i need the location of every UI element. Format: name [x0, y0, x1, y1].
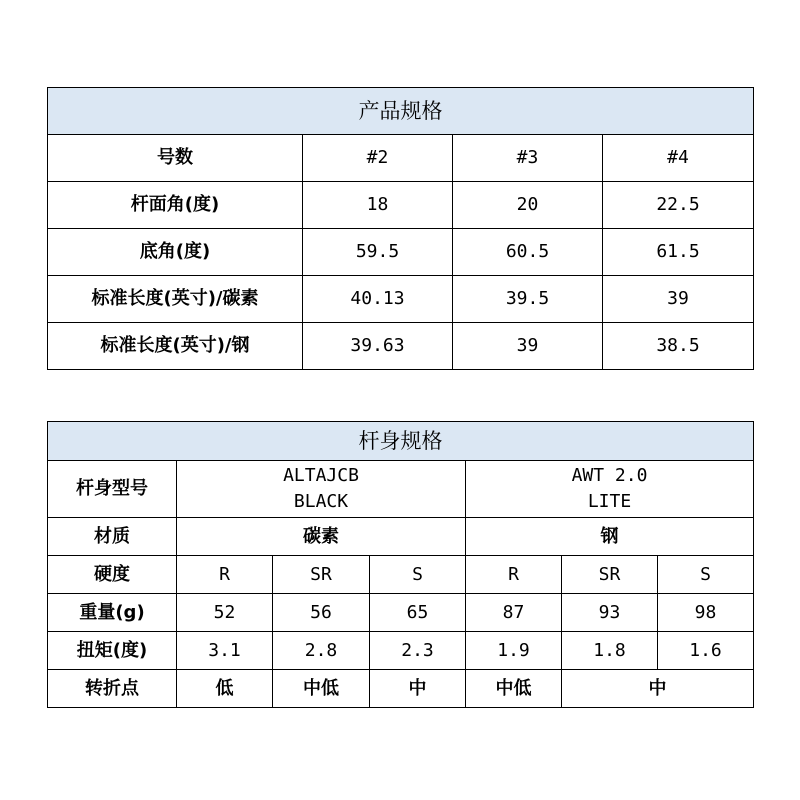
column-header: #3 [453, 135, 603, 182]
row-label: 扭矩(度) [48, 632, 177, 670]
cell-value: SR [562, 556, 658, 594]
table-row [48, 461, 754, 518]
cell-value: 低 [177, 670, 273, 708]
table-row [48, 323, 754, 370]
cell-value: 65 [370, 594, 466, 632]
table-row [48, 229, 754, 276]
cell-value: 3.1 [177, 632, 273, 670]
cell-value: R [177, 556, 273, 594]
row-label: 杆身型号 [48, 461, 177, 518]
cell-value: 98 [658, 594, 754, 632]
table-row [48, 556, 754, 594]
cell-value: 2.3 [370, 632, 466, 670]
cell-value: 22.5 [603, 182, 754, 229]
cell-value: 39.5 [453, 276, 603, 323]
cell-value: 碳素 [177, 518, 466, 556]
cell-value: 60.5 [453, 229, 603, 276]
cell-value: 38.5 [603, 323, 754, 370]
table-row [48, 518, 754, 556]
table-row [48, 182, 754, 229]
row-label: 转折点 [48, 670, 177, 708]
product-spec-table [47, 87, 754, 370]
header-label: 号数 [48, 135, 303, 182]
cell-value: R [466, 556, 562, 594]
cell-value: S [658, 556, 754, 594]
shaft-model-line: BLACK [293, 491, 349, 512]
shaft-spec-table [47, 421, 754, 708]
cell-value: 1.6 [658, 632, 754, 670]
cell-value: 59.5 [303, 229, 453, 276]
shaft-model-line: ALTAJCB [283, 465, 359, 486]
row-label: 材质 [48, 518, 177, 556]
shaft-model-cell [177, 461, 466, 518]
cell-value: 1.9 [466, 632, 562, 670]
product-spec-title: 产品规格 [48, 88, 754, 135]
cell-value: S [370, 556, 466, 594]
cell-value: 39 [453, 323, 603, 370]
shaft-spec-title: 杆身规格 [48, 422, 754, 461]
column-header: #4 [603, 135, 754, 182]
row-label: 标准长度(英寸)/钢 [48, 323, 303, 370]
cell-value: 40.13 [303, 276, 453, 323]
cell-value: 2.8 [273, 632, 370, 670]
cell-value: 中 [562, 670, 754, 708]
shaft-model-cell [466, 461, 754, 518]
row-label: 硬度 [48, 556, 177, 594]
cell-value: 87 [466, 594, 562, 632]
cell-value: 61.5 [603, 229, 754, 276]
column-header: #2 [303, 135, 453, 182]
table-row [48, 594, 754, 632]
row-label: 杆面角(度) [48, 182, 303, 229]
cell-value: 39.63 [303, 323, 453, 370]
cell-value: 中低 [466, 670, 562, 708]
cell-value: 93 [562, 594, 658, 632]
row-label: 重量(g) [48, 594, 177, 632]
cell-value: 1.8 [562, 632, 658, 670]
shaft-model-line: AWT 2.0 [571, 465, 648, 486]
cell-value: 39 [603, 276, 754, 323]
cell-value: 52 [177, 594, 273, 632]
table-row [48, 670, 754, 708]
row-label: 标准长度(英寸)/碳素 [48, 276, 303, 323]
cell-value: 钢 [466, 518, 754, 556]
row-label: 底角(度) [48, 229, 303, 276]
shaft-model-line: LITE [587, 491, 632, 512]
cell-value: 56 [273, 594, 370, 632]
cell-value: SR [273, 556, 370, 594]
cell-value: 18 [303, 182, 453, 229]
cell-value: 中 [370, 670, 466, 708]
table-row [48, 632, 754, 670]
table-row [48, 276, 754, 323]
cell-value: 20 [453, 182, 603, 229]
cell-value: 中低 [273, 670, 370, 708]
